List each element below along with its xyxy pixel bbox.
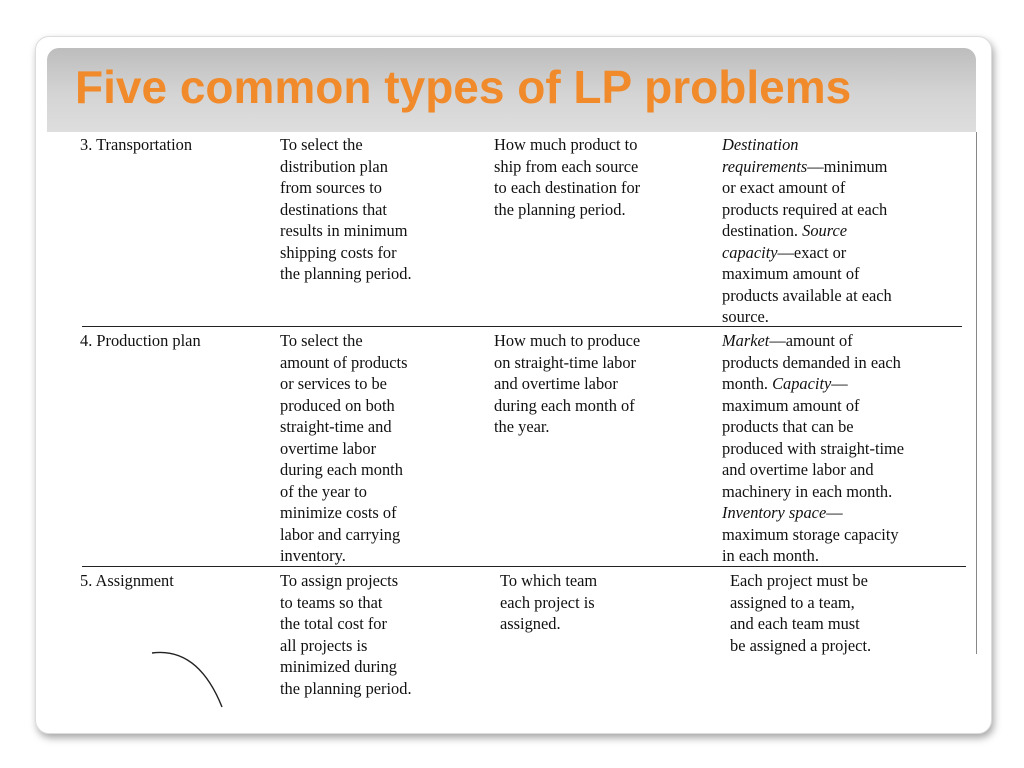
cell-text-line <box>722 134 892 156</box>
cell-text-line <box>722 373 904 395</box>
text-segment: source. <box>722 307 769 326</box>
cell-text-line: inventory. <box>280 546 346 565</box>
cell-text-line: assigned. <box>500 614 561 633</box>
curved-line-mark <box>150 645 230 711</box>
cell-text-line: to each destination for <box>494 178 641 197</box>
cell-text-line: distribution plan <box>280 156 388 176</box>
text-segment: products available at each <box>722 285 892 305</box>
cell-text-line: during each month of <box>494 395 635 415</box>
table-right-border <box>976 132 977 654</box>
cell-text-line <box>722 524 904 546</box>
problem-type-cell: 3. Transportation <box>80 135 193 154</box>
cell-text-line <box>722 199 892 221</box>
lp-problems-table <box>76 132 978 712</box>
cell-text-line: How much to produce <box>494 331 641 350</box>
cell-text-line <box>722 459 904 481</box>
cell-text-line: labor and carrying <box>280 524 401 544</box>
row-divider <box>82 326 962 327</box>
cell-text-line: produced on both <box>280 395 395 415</box>
text-segment: maximum storage capacity <box>722 524 899 544</box>
constraints-cell <box>730 570 871 656</box>
cell-text-line: of the year to <box>280 481 367 501</box>
italic-term: requirements <box>722 156 808 176</box>
cell-text-line: amount of products <box>280 352 408 372</box>
text-segment: products required at each <box>722 199 888 219</box>
cell-text-line: ship from each source <box>494 156 639 176</box>
text-segment: produced with straight-time <box>722 438 905 458</box>
constraints-cell <box>722 330 904 567</box>
text-segment: or exact amount of <box>722 178 846 197</box>
cell-text-line: minimize costs of <box>280 503 397 522</box>
text-segment: — <box>831 374 848 393</box>
cell-text-line <box>722 306 892 328</box>
cell-text-line: on straight-time labor <box>494 352 637 372</box>
cell-text-line: To which team <box>500 571 598 590</box>
cell-text-line: from sources to <box>280 178 382 197</box>
text-segment: —exact or <box>777 242 847 262</box>
cell-text-line: To select the <box>280 331 363 350</box>
text-segment: and each team must <box>730 614 860 633</box>
cell-text-line: the planning period. <box>494 199 626 219</box>
cell-text-line: minimized during <box>280 657 397 676</box>
cell-text-line <box>722 220 892 242</box>
cell-text-line: straight-time and <box>280 417 392 436</box>
cell-text-line: the planning period. <box>280 264 412 283</box>
constraints-cell <box>722 134 892 328</box>
cell-text-line <box>722 438 904 460</box>
cell-text-line: To select the <box>280 135 363 154</box>
cell-text-line <box>730 635 871 657</box>
text-segment: in each month. <box>722 546 819 565</box>
text-segment: month. <box>722 374 773 393</box>
text-segment: products demanded in each <box>722 352 901 372</box>
cell-text-line: How much product to <box>494 135 638 154</box>
decision-variables-cell <box>500 570 597 635</box>
text-segment: assigned to a team, <box>730 592 855 612</box>
objective-cell <box>280 330 407 567</box>
slide-title: Five common types of LP problems <box>75 61 852 113</box>
text-segment: be assigned a project. <box>730 635 872 655</box>
cell-text-line: destinations that <box>280 199 387 219</box>
cell-text-line <box>722 177 892 199</box>
italic-term: Source <box>802 221 848 240</box>
problem-type-cell: 4. Production plan <box>80 331 201 350</box>
cell-text-line: to teams so that <box>280 592 383 612</box>
objective-cell <box>280 134 412 285</box>
text-segment: and overtime labor and <box>722 460 874 479</box>
cell-text-line <box>722 502 904 524</box>
italic-term: Destination <box>722 135 799 154</box>
text-segment: machinery in each month. <box>722 481 893 501</box>
text-segment: — <box>826 503 843 522</box>
cell-text-line <box>722 242 892 264</box>
cell-text-line <box>722 330 904 352</box>
cell-text-line <box>722 352 904 374</box>
text-segment: maximum amount of <box>722 264 860 283</box>
text-segment: maximum amount of <box>722 395 860 415</box>
cell-text-line <box>722 395 904 417</box>
italic-term: Capacity <box>772 374 832 393</box>
cell-text-line <box>722 263 892 285</box>
decision-variables-cell <box>494 134 640 220</box>
cell-text-line: and overtime labor <box>494 374 618 393</box>
text-segment: Each project must be <box>730 571 868 590</box>
cell-text-line <box>730 613 871 635</box>
cell-text-line: overtime labor <box>280 438 377 458</box>
cell-text-line: each project is <box>500 592 595 612</box>
cell-text-line: results in minimum <box>280 221 408 240</box>
italic-term: capacity <box>722 242 778 262</box>
cell-text-line <box>722 285 892 307</box>
cell-text-line <box>722 545 904 567</box>
objective-cell <box>280 570 412 699</box>
cell-text-line: during each month <box>280 460 403 479</box>
cell-text-line <box>722 416 904 438</box>
text-segment: destination. <box>722 221 803 240</box>
text-segment: —amount of <box>769 331 853 350</box>
cell-text-line: or services to be <box>280 374 387 393</box>
cell-text-line <box>722 156 892 178</box>
italic-term: Market <box>722 331 770 350</box>
text-segment: products that can be <box>722 417 854 436</box>
cell-text-line: shipping costs for <box>280 242 397 262</box>
decision-variables-cell <box>494 330 640 438</box>
cell-text-line: the total cost for <box>280 614 387 633</box>
cell-text-line: the year. <box>494 417 550 436</box>
cell-text-line: the planning period. <box>280 678 412 698</box>
cell-text-line: all projects is <box>280 635 368 655</box>
cell-text-line <box>722 481 904 503</box>
cell-text-line: To assign projects <box>280 571 399 590</box>
italic-term: Inventory space <box>722 503 827 522</box>
row-divider <box>82 566 966 567</box>
problem-type-cell: 5. Assignment <box>80 571 174 590</box>
cell-text-line <box>730 570 871 592</box>
cell-text-line <box>730 592 871 614</box>
text-segment: —minimum <box>807 156 888 176</box>
